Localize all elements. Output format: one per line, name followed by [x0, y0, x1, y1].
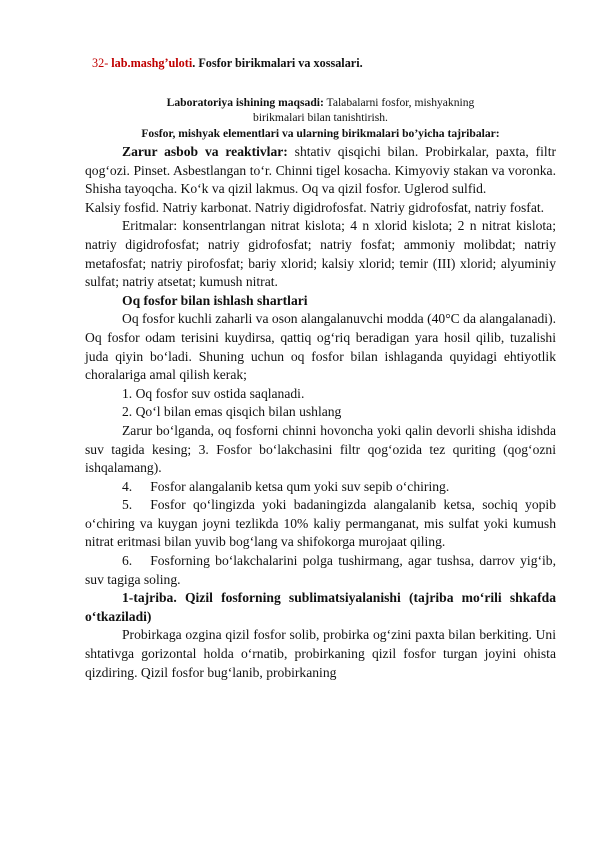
- equipment-paragraph: [85, 143, 556, 199]
- lab-aim: [85, 95, 556, 125]
- rule-5: 5. Fosfor qo‘lingizda yoki badaningizda alangalanib ketsa, sochiq yopib o‘chiring va kuygan joyni tezlikda 10% kaliy permanganat, mis sulfat yoki kumush nitrat eritmasi bilan yuvib bog‘lang va shifokorga murojaat qiling.: [85, 497, 556, 550]
- aim-label: Laboratoriya ishining maqsadi:: [166, 96, 324, 109]
- experiment-1-heading: 1-tajriba. Qizil fosforning sublimatsiyalanishi (tajriba mo‘rili shkafda o‘tkaziladi): [85, 590, 556, 624]
- solutions-paragraph: Eritmalar: konsentrlangan nitrat kislota; 4 n xlorid kislota; 2 n nitrat kislota; natriy digidrofosfat; natriy gidrofosfat; natriy fosfat; ammoniy molibdat; natriy metafosfat; natriy pirofosfat; bariy xlorid; kalsiy xlorid; temir (III) xlorid; alyuminiy sulfat; natriy atsetat; kumush nitrat.: [85, 218, 556, 290]
- rule-4: 4. Fosfor alangalanib ketsa qum yoki suv sepib o‘chiring.: [122, 478, 450, 494]
- safety-intro: Oq fosfor kuchli zaharli va oson alangalanuvchi modda (40°C da alangalanadi). Oq fosfor odam terisini kuydirsa, qattiq og‘riq beradigan yara hosil qilib, tuzalishi juda qiyin bo‘ladi. Shuning uchun oq fosfor bilan ishlaganda quyidagi ehtiyotlik choralariga amal qilish kerak;: [85, 311, 556, 383]
- rule-6: 6. Fosforning bo‘lakchalarini polga tushirmang, agar tushsa, darrov yig‘ib, suv tagiga soling.: [85, 553, 556, 587]
- equipment-label: Zarur asbob va reaktivlar:: [122, 144, 288, 159]
- chemicals-paragraph: Kalsiy fosfid. Natriy karbonat. Natriy digidrofosfat. Natriy gidrofosfat, natriy fosfat.: [85, 199, 545, 215]
- experiment-1-text: Probirkaga ozgina qizil fosfor solib, probirka og‘zini paxta bilan berkiting. Uni shtativga gorizontal holda o‘rnatib, probirkaning qizil fosfor turgan joyini ohista qizdiring. Qizil fosfor bug‘lanib, probirkaning: [85, 627, 556, 680]
- equipment-text: shtativ qisqichi bilan. Probirkalar, paxta, filtr qog‘ozi. Pinset. Asbestlangan to‘r. Chinni tigel kosacha. Kimyoviy stakan va voronka. Shisha tayoqcha. Ko‘k va qizil lakmus. Oq va qizil fosfor. Uglerod sulfid.: [85, 144, 556, 197]
- lab-number: 32-: [92, 56, 109, 70]
- rule-1: 1. Oq fosfor suv ostida saqlanadi.: [122, 385, 305, 401]
- page-title: [92, 56, 363, 71]
- aim-text-1: Talabalarni fosfor, mishyakning: [323, 96, 475, 109]
- safety-heading: Oq fosfor bilan ishlash shartlari: [122, 292, 308, 308]
- experiments-subheading: Fosfor, mishyak elementlari va ularning birikmalari bo’yicha tajribalar:: [141, 127, 500, 140]
- aim-text-2: birikmalari bilan tanishtirish.: [253, 111, 388, 124]
- rule-3: Zarur bo‘lganda, oq fosforni chinni hovoncha yoki qalin devorli shisha idishda suv tagida kesing; 3. Fosfor bo‘lakchasini filtr qog‘ozida tez quriting (qog‘ozni ishqalamang).: [85, 422, 556, 476]
- lab-label: lab.mashg’uloti: [111, 56, 193, 70]
- document-body: [85, 143, 556, 682]
- rule-2: 2. Qo‘l bilan emas qisqich bilan ushlang: [122, 404, 342, 420]
- title-text: . Fosfor birikmalari va xossalari.: [192, 56, 363, 70]
